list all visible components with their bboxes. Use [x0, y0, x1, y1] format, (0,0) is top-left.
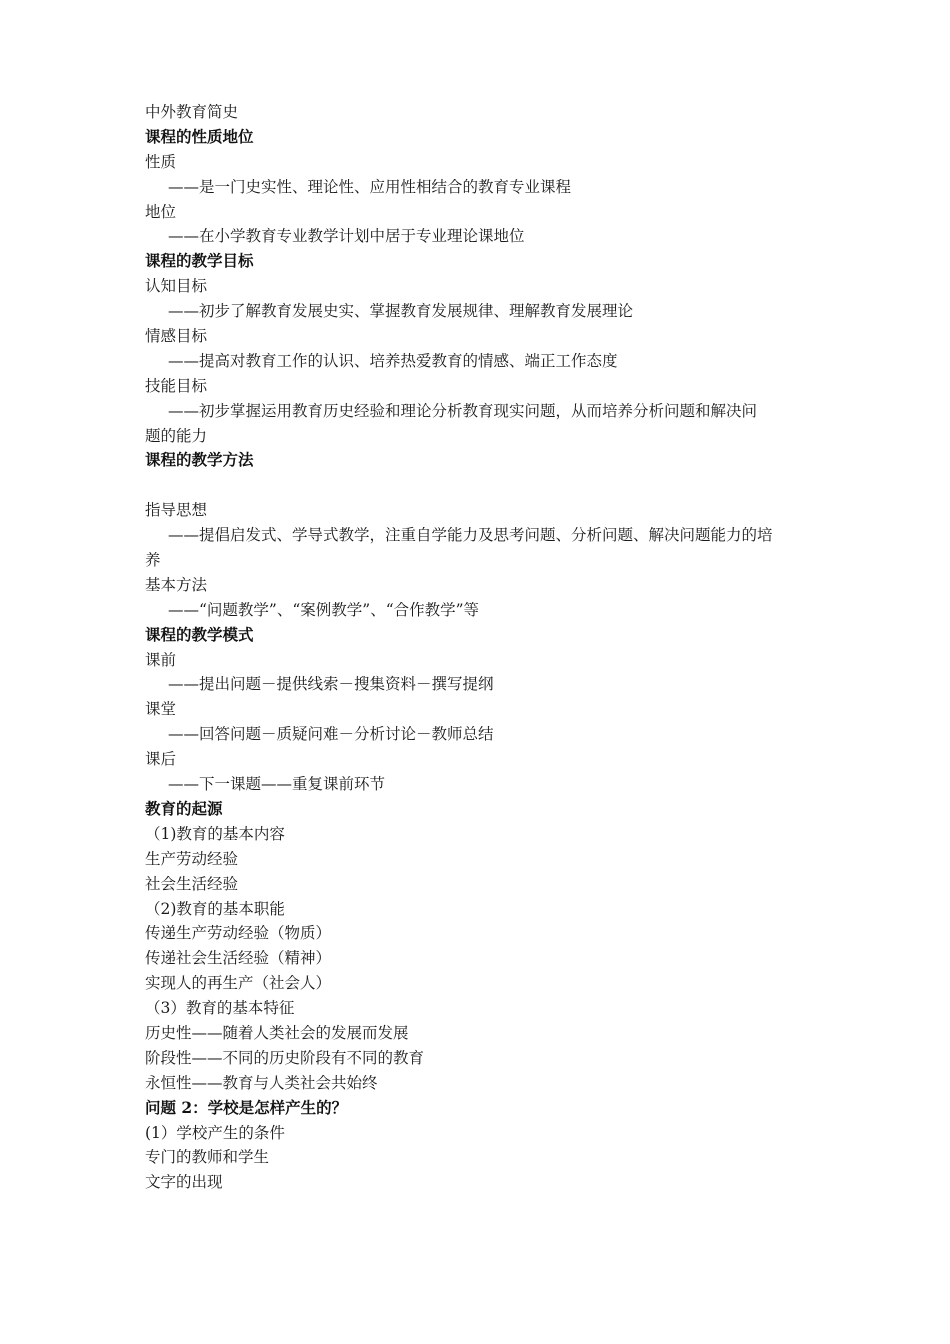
- guiding-idea-label: 指导思想: [145, 501, 208, 520]
- origin-sub2-item: 实现人的再生产（社会人）: [145, 974, 332, 993]
- in-class-text: ——回答问题－质疑问难－分析讨论－教师总结: [168, 725, 494, 744]
- school-sub1-item: 文字的出现: [145, 1173, 223, 1192]
- after-class-label: 课后: [145, 750, 177, 769]
- origin-sub3-item: 阶段性——不同的历史阶段有不同的教育: [145, 1048, 425, 1067]
- origin-sub2-heading: （2)教育的基本职能: [145, 899, 285, 918]
- before-class-label: 课前: [145, 650, 177, 669]
- origin-sub3-heading: （3）教育的基本特征: [145, 999, 295, 1018]
- school-sub1-item: 专门的教师和学生: [145, 1148, 270, 1167]
- origin-sub3-item: 历史性——随着人类社会的发展而发展: [145, 1023, 409, 1042]
- emotion-goal-label: 情感目标: [145, 327, 208, 346]
- section-heading-methods: 课程的教学方法: [145, 450, 254, 470]
- before-class-text: ——提出问题－提供线索－搜集资料－撰写提纲: [168, 675, 494, 694]
- guiding-idea-text-line1: ——提倡启发式、学导式教学，注重自学能力及思考问题、分析问题、解决问题能力的培: [168, 526, 773, 545]
- section-heading-origin: 教育的起源: [145, 798, 223, 818]
- origin-sub2-item: 传递社会生活经验（精神）: [145, 949, 332, 968]
- position-text: ——在小学教育专业教学计划中居于专业理论课地位: [168, 227, 525, 246]
- document-body: [145, 100, 825, 1195]
- guiding-idea-text-line2: 养: [145, 551, 161, 570]
- skill-goal-text-line1: ——初步掌握运用教育历史经验和理论分析教育现实问题，从而培养分析问题和解决问: [168, 401, 758, 420]
- skill-goal-label: 技能目标: [145, 376, 208, 395]
- after-class-text: ——下一课题——重复课前环节: [168, 775, 386, 794]
- in-class-label: 课堂: [145, 700, 177, 719]
- school-sub1-heading: (1）学校产生的条件: [145, 1123, 285, 1142]
- origin-sub2-item: 传递生产劳动经验（物质）: [145, 924, 332, 943]
- emotion-goal-text: ——提高对教育工作的认识、培养热爱教育的情感、端正工作态度: [168, 351, 618, 370]
- origin-sub3-item: 永恒性——教育与人类社会共始终: [145, 1073, 378, 1092]
- origin-sub1-item: 生产劳动经验: [145, 849, 239, 868]
- position-label: 地位: [145, 202, 177, 221]
- section-heading-goals: 课程的教学目标: [145, 251, 254, 271]
- nature-label: 性质: [145, 152, 177, 171]
- origin-sub1-item: 社会生活经验: [145, 874, 239, 893]
- skill-goal-text-line2: 题的能力: [145, 426, 208, 445]
- cognitive-goal-text: ——初步了解教育发展史实、掌握教育发展规律、理解教育发展理论: [168, 302, 634, 321]
- basic-method-text: ——“问题教学”、“案例教学”、“合作教学”等: [168, 600, 480, 619]
- section-heading-school-origin: 问题 2：学校是怎样产生的？: [145, 1097, 348, 1117]
- blank-line: [145, 473, 825, 498]
- origin-sub1-heading: （1)教育的基本内容: [145, 824, 285, 843]
- document-title: 中外教育简史: [145, 103, 239, 121]
- cognitive-goal-label: 认知目标: [145, 277, 208, 296]
- basic-method-label: 基本方法: [145, 575, 208, 594]
- section-heading-mode: 课程的教学模式: [145, 624, 254, 644]
- section-heading-nature: 课程的性质地位: [145, 126, 254, 146]
- nature-text: ——是一门史实性、理论性、应用性相结合的教育专业课程: [168, 177, 572, 196]
